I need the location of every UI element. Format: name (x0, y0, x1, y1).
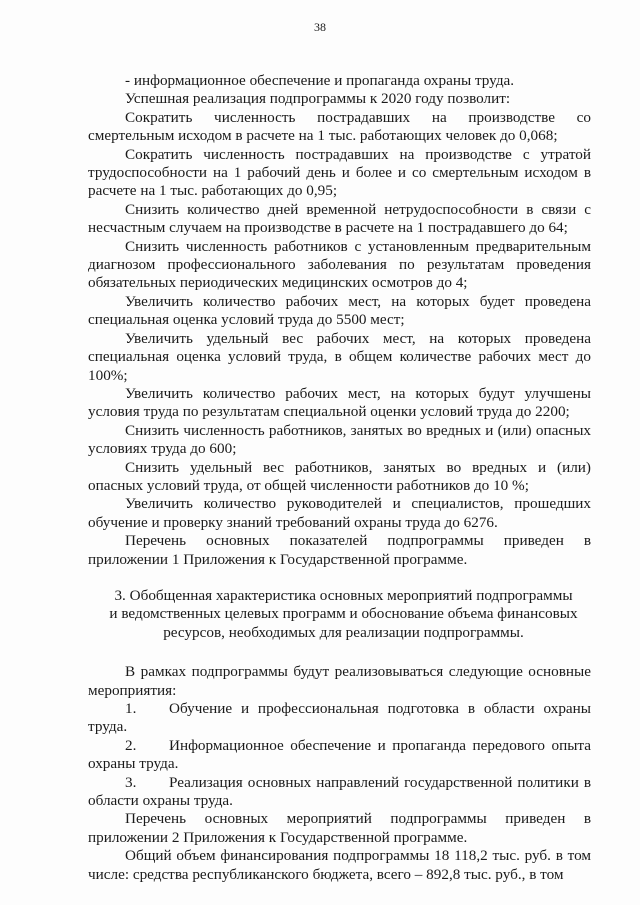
section-heading (88, 587, 591, 642)
measure-number: 1. (125, 700, 137, 717)
spacer (88, 569, 591, 587)
paragraph: Перечень основных показателей подпрограммы приведен в приложении 1 Приложения к Государственной программе. (88, 532, 591, 568)
measure-item (88, 700, 591, 737)
paragraph: Увеличить количество рабочих мест, на которых будет проведена специальная оценка условий труда до 5500 мест; (88, 292, 591, 329)
measure-item (88, 774, 591, 811)
paragraph: Снизить численность работников, занятых во вредных и (или) опасных условиях труда до 600; (88, 421, 591, 458)
paragraph: Снизить численность работников с установленным предварительным диагнозом профессионального заболевания по результатам проведения обязательных периодических медицинских осмотров до 4; (88, 237, 591, 292)
section-heading-line: ресурсов, необходимых для реализации подпрограммы. (163, 623, 524, 641)
paragraph: Перечень основных мероприятий подпрограммы приведен в приложении 2 Приложения к Государственной программе. (88, 810, 591, 846)
section-heading-line: и ведомственных целевых программ и обоснование объема финансовых (109, 605, 578, 623)
paragraph: Увеличить количество руководителей и специалистов, прошедших обучение и проверку знаний требований охраны труда до 6276. (88, 495, 591, 531)
measure-item (88, 737, 591, 774)
paragraph: Снизить удельный вес работников, занятых во вредных и (или) опасных условий труда, от общей численности работников до 10 %; (88, 458, 591, 494)
measure-text: Реализация основных направлений государственной политики в области охраны труда. (88, 773, 591, 810)
paragraph: Увеличить удельный вес рабочих мест, на которых проведена специальная оценка условий труда, в общем количестве рабочих мест до 100%; (88, 329, 591, 384)
paragraph: Сократить численность пострадавших на производстве с утратой трудоспособности на 1 рабочий день и более и со смертельным исходом в расчете на 1 тыс. работающих до 0,95; (88, 145, 591, 200)
measure-text: Обучение и профессиональная подготовка в области охраны труда. (88, 700, 591, 736)
paragraph: - информационное обеспечение и пропаганда охраны труда. (125, 72, 515, 89)
document-body (88, 72, 591, 884)
section-heading-line: 3. Обобщенная характеристика основных мероприятий подпрограммы (114, 586, 573, 604)
measure-number: 3. (125, 773, 137, 791)
spacer (88, 642, 591, 663)
page-number: 38 (314, 20, 326, 34)
paragraph: Общий объем финансирования подпрограммы 18 118,2 тыс. руб. в том числе: средства республиканского бюджета, всего – 892,8 тыс. руб., в том (88, 847, 591, 883)
paragraph: В рамках подпрограммы будут реализовываться следующие основные мероприятия: (88, 663, 591, 699)
measure-text: Информационное обеспечение и пропаганда передового опыта охраны труда. (88, 736, 591, 773)
measure-number: 2. (125, 736, 137, 754)
paragraph: Увеличить количество рабочих мест, на которых будут улучшены условия труда по результатам специальной оценки условий труда до 2200; (88, 384, 591, 421)
paragraph: Снизить количество дней временной нетрудоспособности в связи с несчастным случаем на производстве в расчете на 1 пострадавшего до 64; (88, 200, 591, 237)
paragraph: Сократить численность пострадавших на производстве со смертельным исходом в расчете на 1 тыс. работающих человек до 0,068; (88, 108, 591, 145)
paragraph: Успешная реализация подпрограммы к 2020 году позволит: (125, 90, 511, 108)
